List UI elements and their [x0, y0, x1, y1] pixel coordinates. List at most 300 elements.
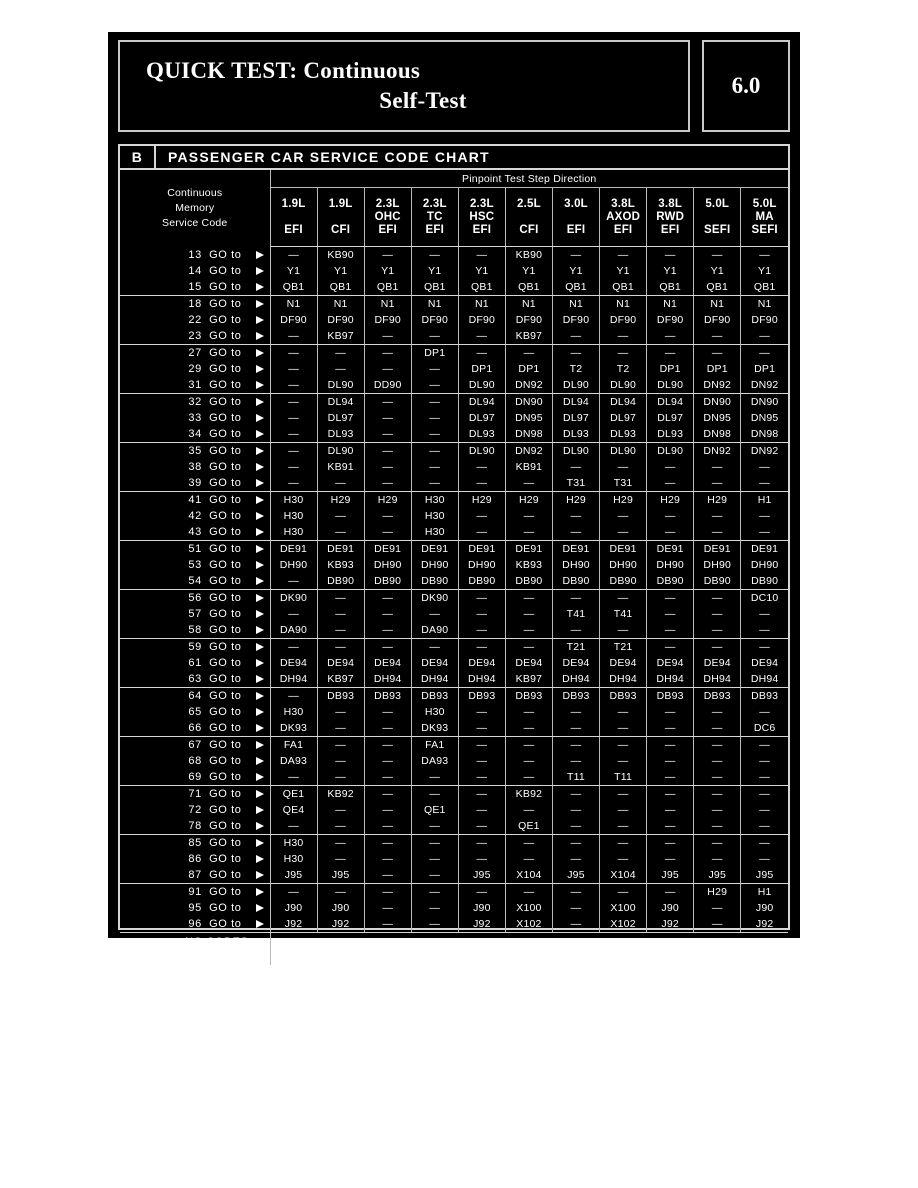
pinpoint-cell: QB1: [317, 279, 364, 296]
pinpoint-cell: —: [694, 704, 741, 720]
service-code-label-inner: [120, 426, 270, 442]
arrow-icon: [256, 561, 264, 569]
pinpoint-cell: DD90: [364, 377, 411, 394]
engine-variant: [553, 211, 599, 224]
table-row: [120, 263, 788, 279]
service-code-label: [120, 459, 270, 475]
engine-fuel-system: EFI: [660, 223, 680, 236]
pinpoint-cell: T21: [600, 639, 647, 656]
pinpoint-cell: —: [647, 475, 694, 492]
pinpoint-cell: J90: [317, 900, 364, 916]
pinpoint-cell: —: [600, 818, 647, 835]
pinpoint-cell: Y1: [270, 263, 317, 279]
pinpoint-cell: —: [317, 769, 364, 786]
banner-section-letter: B: [131, 149, 143, 165]
service-code-number: 95 GO to: [188, 902, 242, 914]
service-code-label: [120, 541, 270, 558]
pinpoint-cell: —: [317, 475, 364, 492]
table-body: [120, 247, 788, 933]
engine-variant: [506, 211, 552, 224]
pinpoint-cell: DB93: [694, 688, 741, 705]
pinpoint-cell: DN95: [750, 412, 779, 424]
engine-variant: RWD: [656, 210, 685, 223]
pinpoint-cell: DE94: [364, 655, 411, 671]
arrow-icon: [256, 920, 264, 928]
engine-column-header-5: [458, 188, 505, 247]
pinpoint-cell: T11: [552, 769, 599, 786]
service-code-number: 54 GO to: [188, 575, 242, 587]
pinpoint-cell: DH94: [741, 671, 788, 688]
pinpoint-cell: —: [458, 720, 505, 737]
pinpoint-cell: —: [364, 802, 411, 818]
pinpoint-cell: DN95: [505, 410, 552, 426]
service-code-label: [120, 622, 270, 639]
pinpoint-cell: —: [458, 247, 505, 264]
pinpoint-cell: DB93: [317, 688, 364, 705]
pinpoint-cell: —: [759, 739, 770, 751]
pinpoint-cell: Y1: [505, 263, 552, 279]
table-row: [120, 769, 788, 786]
service-code-number: 39 GO to: [188, 477, 242, 489]
table-row: [120, 557, 788, 573]
pinpoint-cell: —: [759, 510, 770, 522]
pinpoint-cell: —: [759, 461, 770, 473]
pinpoint-cell: KB92: [505, 786, 552, 803]
pinpoint-cell: DH94: [458, 671, 505, 688]
engine-variant: AXOD: [606, 210, 641, 223]
engine-variant: [271, 211, 317, 224]
arrow-icon: [257, 938, 265, 946]
pinpoint-cell: N1: [694, 296, 741, 313]
pinpoint-cell: DL94: [317, 394, 364, 411]
pinpoint-cell: —: [458, 818, 505, 835]
pinpoint-cell: DF90: [552, 312, 599, 328]
pinpoint-cell: QB1: [694, 279, 741, 296]
pinpoint-cell: DH90: [552, 557, 599, 573]
section-number-box: [702, 40, 790, 132]
arrow-icon: [256, 659, 264, 667]
pinpoint-cell: H30: [270, 524, 317, 541]
service-code-label-inner: [120, 492, 270, 508]
table-row: [120, 606, 788, 622]
pinpoint-cell: QE1: [411, 802, 458, 818]
pinpoint-cell: —: [694, 818, 741, 835]
pinpoint-cell: KB90: [505, 247, 552, 264]
pinpoint-cell: DF90: [411, 312, 458, 328]
pinpoint-cell: DL90: [458, 443, 505, 460]
pinpoint-cell: —: [364, 720, 411, 737]
pinpoint-cell: —: [552, 328, 599, 345]
pinpoint-cell: T2: [552, 361, 599, 377]
pinpoint-cell: DF90: [647, 312, 694, 328]
service-code-number: 58 GO to: [188, 624, 242, 636]
pinpoint-cell: —: [552, 786, 599, 803]
pinpoint-cell: —: [411, 769, 458, 786]
pinpoint-cell: T41: [600, 606, 647, 622]
pinpoint-cell: DE91: [505, 541, 552, 558]
pinpoint-cell: —: [505, 884, 552, 901]
pinpoint-cell: —: [458, 802, 505, 818]
pinpoint-cell: DE91: [411, 541, 458, 558]
pinpoint-cell: Y1: [552, 263, 599, 279]
pinpoint-cell: QB1: [552, 279, 599, 296]
service-code-label-inner: [120, 410, 270, 426]
pinpoint-cell: —: [694, 835, 741, 852]
service-code-number: 86 GO to: [188, 853, 242, 865]
engine-variant: MA: [755, 210, 774, 223]
pinpoint-cell: —: [270, 459, 317, 475]
table-row: [120, 590, 788, 607]
pinpoint-cell: —: [364, 622, 411, 639]
service-code-label-inner: [120, 851, 270, 867]
pinpoint-cell: H29: [458, 492, 505, 509]
service-code-label-inner: [120, 345, 270, 361]
pinpoint-cell: —: [647, 622, 694, 639]
arrow-icon: [256, 871, 264, 879]
pinpoint-cell: —: [647, 835, 694, 852]
service-code-number: 34 GO to: [188, 428, 242, 440]
pinpoint-cell: —: [505, 345, 552, 362]
pinpoint-cell: DE94: [270, 655, 317, 671]
pinpoint-cell: X100: [505, 900, 552, 916]
pinpoint-cell: H29: [600, 492, 647, 509]
service-code-number: 69 GO to: [188, 771, 242, 783]
pinpoint-cell: DB90: [411, 573, 458, 590]
service-code-number: 91 GO to: [188, 886, 242, 898]
service-code-label: [120, 737, 270, 754]
code-chart-frame: [118, 144, 790, 963]
service-code-number: 68 GO to: [188, 755, 242, 767]
pinpoint-cell: —: [270, 345, 317, 362]
pinpoint-cell: —: [458, 884, 505, 901]
pinpoint-cell: —: [411, 916, 458, 933]
pinpoint-cell: —: [505, 720, 552, 737]
pinpoint-cell: Y1: [364, 263, 411, 279]
pinpoint-cell: H29: [317, 492, 364, 509]
pinpoint-cell: —: [600, 704, 647, 720]
service-code-label: [120, 279, 270, 296]
pinpoint-cell: —: [364, 410, 411, 426]
pinpoint-cell: N1: [552, 296, 599, 313]
pinpoint-cell: —: [364, 328, 411, 345]
left-column-header: [120, 170, 270, 247]
table-row: [120, 345, 788, 362]
pinpoint-cell: —: [552, 818, 599, 835]
pinpoint-cell: —: [364, 443, 411, 460]
arrow-icon: [256, 757, 264, 765]
service-code-label-inner: [120, 247, 270, 263]
engine-displacement: 1.9L: [328, 197, 353, 210]
engine-displacement: 1.9L: [281, 197, 306, 210]
pinpoint-cell: DL90: [317, 443, 364, 460]
pinpoint-cell: DE94: [458, 655, 505, 671]
pinpoint-cell: N1: [647, 296, 694, 313]
pinpoint-cell: N1: [270, 296, 317, 313]
service-code-number: 43 GO to: [188, 526, 242, 538]
pinpoint-cell: X104: [505, 867, 552, 884]
service-code-label: [120, 688, 270, 705]
pinpoint-cell: —: [600, 720, 647, 737]
engine-displacement: 3.8L: [658, 197, 683, 210]
service-code-label-inner: [120, 475, 270, 491]
pinpoint-cell: DL94: [552, 394, 599, 411]
pinpoint-cell: DN92: [750, 445, 779, 457]
service-code-number: 64 GO to: [188, 690, 242, 702]
pinpoint-cell: —: [552, 900, 599, 916]
pinpoint-cell: DK93: [411, 720, 458, 737]
pinpoint-cell: J90: [458, 900, 505, 916]
service-code-number: 96 GO to: [188, 918, 242, 930]
pinpoint-cell: —: [458, 835, 505, 852]
pinpoint-cell: DB90: [741, 573, 788, 590]
pinpoint-cell: —: [270, 884, 317, 901]
service-code-label-inner: [120, 720, 270, 736]
pinpoint-cell: —: [694, 459, 741, 475]
pinpoint-cell: DF90: [751, 314, 778, 326]
pinpoint-cell: DL97: [552, 410, 599, 426]
pinpoint-cell: —: [552, 884, 599, 901]
pinpoint-cell: DL93: [647, 426, 694, 443]
pinpoint-cell: —: [411, 361, 458, 377]
pinpoint-cell: DE91: [600, 541, 647, 558]
pinpoint-cell: —: [317, 508, 364, 524]
pinpoint-cell: —: [552, 622, 599, 639]
pinpoint-cell: —: [694, 737, 741, 754]
arrow-icon: [256, 741, 264, 749]
pinpoint-cell: DH90: [694, 557, 741, 573]
pinpoint-cell: —: [759, 608, 770, 620]
pinpoint-cell: —: [458, 753, 505, 769]
pinpoint-cell: H1: [757, 494, 772, 506]
pinpoint-cell: —: [759, 755, 770, 767]
table-row: [120, 720, 788, 737]
pinpoint-cell: —: [411, 851, 458, 867]
service-code-label-inner: [120, 802, 270, 818]
table-foot: [120, 933, 788, 966]
pinpoint-cell: —: [505, 524, 552, 541]
service-code-label: [120, 492, 270, 509]
pinpoint-cell: —: [364, 867, 411, 884]
pinpoint-cell: J95: [552, 867, 599, 884]
service-code-number: 38 GO to: [188, 461, 242, 473]
service-code-label: [120, 312, 270, 328]
pinpoint-cell: —: [458, 459, 505, 475]
pinpoint-cell: —: [552, 704, 599, 720]
arrow-icon: [256, 643, 264, 651]
pinpoint-cell: KB91: [505, 459, 552, 475]
pinpoint-cell: —: [600, 459, 647, 475]
service-code-label: [120, 361, 270, 377]
pinpoint-cell: —: [364, 590, 411, 607]
pinpoint-cell: —: [411, 426, 458, 443]
service-code-label-inner: [120, 328, 270, 344]
pinpoint-cell: DB93: [505, 688, 552, 705]
pinpoint-cell: —: [647, 720, 694, 737]
pinpoint-cell: DH90: [750, 559, 779, 571]
pinpoint-cell: DF90: [364, 312, 411, 328]
table-row: [120, 573, 788, 590]
pinpoint-cell: DH90: [600, 557, 647, 573]
table-row: [120, 541, 788, 558]
pinpoint-cell: X102: [505, 916, 552, 933]
pinpoint-cell: —: [458, 851, 505, 867]
no-codes-label: [120, 933, 270, 966]
service-code-number: 23 GO to: [188, 330, 242, 342]
service-chart-plate: [108, 32, 800, 963]
pinpoint-cell: H30: [270, 851, 317, 867]
pinpoint-cell: —: [317, 851, 364, 867]
pinpoint-cell: KB92: [317, 786, 364, 803]
pinpoint-cell: J95: [647, 867, 694, 884]
pinpoint-cell: DE94: [600, 655, 647, 671]
service-code-label-inner: [120, 900, 270, 916]
service-code-label: [120, 573, 270, 590]
service-code-label-inner: [120, 655, 270, 671]
pinpoint-cell: —: [694, 916, 741, 933]
pinpoint-cell: —: [600, 590, 647, 607]
pinpoint-cell: —: [364, 394, 411, 411]
arrow-icon: [256, 904, 264, 912]
table-row: [120, 639, 788, 656]
service-code-label: [120, 247, 270, 264]
pinpoint-cell: DB93: [411, 688, 458, 705]
pinpoint-cell: —: [694, 786, 741, 803]
pinpoint-cell: —: [694, 590, 741, 607]
pinpoint-cell: —: [647, 802, 694, 818]
pinpoint-cell: QB1: [411, 279, 458, 296]
pinpoint-cell: T2: [600, 361, 647, 377]
pinpoint-cell: —: [741, 818, 788, 835]
pinpoint-cell: —: [647, 459, 694, 475]
engine-fuel-system: EFI: [378, 223, 397, 236]
pinpoint-cell: H30: [270, 492, 317, 509]
pinpoint-cell: —: [270, 377, 317, 394]
service-code-number: 32 GO to: [188, 396, 242, 408]
pinpoint-cell: DL94: [600, 394, 647, 411]
pinpoint-cell: DL93: [458, 426, 505, 443]
engine-column-header-11: [741, 188, 788, 247]
pinpoint-cell: DF90: [458, 312, 505, 328]
engine-displacement: 5.0L: [752, 197, 777, 210]
service-code-label-inner: [120, 590, 270, 606]
service-code-label-inner: [120, 279, 270, 295]
service-code-label: [120, 786, 270, 803]
table-row: [120, 802, 788, 818]
pinpoint-cell: X100: [600, 900, 647, 916]
pinpoint-cell: N1: [411, 296, 458, 313]
engine-displacement: 2.3L: [422, 197, 447, 210]
service-code-number: 63 GO to: [188, 673, 242, 685]
pinpoint-cell: —: [317, 361, 364, 377]
engine-column-header-8: [600, 188, 647, 247]
engine-displacement: 2.3L: [469, 197, 494, 210]
pinpoint-cell: —: [317, 639, 364, 656]
service-code-label-inner: [120, 916, 270, 932]
pinpoint-cell: —: [270, 443, 317, 460]
pinpoint-cell: —: [270, 426, 317, 443]
service-code-number: 66 GO to: [188, 722, 242, 734]
pinpoint-cell: DK90: [270, 590, 317, 607]
pinpoint-cell: H29: [364, 492, 411, 509]
pinpoint-cell: —: [694, 524, 741, 541]
engine-column-header-4: [411, 188, 458, 247]
pinpoint-cell: DE94: [317, 655, 364, 671]
table-row: [120, 492, 788, 509]
pinpoint-cell: —: [647, 247, 694, 264]
pinpoint-cell: QB1: [741, 279, 788, 296]
no-codes-line2: [120, 949, 270, 964]
engine-column-header-2: [317, 188, 364, 247]
pinpoint-cell: —: [505, 622, 552, 639]
pinpoint-cell: DL93: [317, 426, 364, 443]
service-code-label-inner: [120, 377, 270, 393]
service-code-number: 22 GO to: [188, 314, 242, 326]
arrow-icon: [256, 675, 264, 683]
pinpoint-cell: DE94: [505, 655, 552, 671]
pinpoint-cell: —: [458, 345, 505, 362]
arrow-icon: [256, 365, 264, 373]
pinpoint-cell: —: [600, 247, 647, 264]
service-code-label: [120, 345, 270, 362]
table-row: [120, 916, 788, 933]
pinpoint-cell: DL94: [647, 394, 694, 411]
engine-fuel-system: EFI: [566, 223, 586, 236]
service-code-label: [120, 655, 270, 671]
table-row: [120, 688, 788, 705]
pinpoint-cell: —: [741, 475, 788, 492]
pinpoint-cell: DB93: [647, 688, 694, 705]
pinpoint-cell: DB90: [552, 573, 599, 590]
engine-fuel-system: EFI: [613, 223, 633, 236]
service-code-table: [120, 170, 788, 965]
arrow-icon: [256, 855, 264, 863]
service-code-label: [120, 769, 270, 786]
service-code-label: [120, 884, 270, 901]
pinpoint-cell: T11: [600, 769, 647, 786]
service-code-label: [120, 835, 270, 852]
pinpoint-cell: —: [411, 247, 458, 264]
pinpoint-cell: —: [552, 459, 599, 475]
pinpoint-cell: —: [270, 328, 317, 345]
pinpoint-cell: —: [505, 769, 552, 786]
arrow-icon: [256, 512, 264, 520]
pinpoint-cell: —: [364, 916, 411, 933]
pinpoint-cell: DE91: [270, 541, 317, 558]
pinpoint-cell: Y1: [411, 263, 458, 279]
table-row: [120, 426, 788, 443]
pinpoint-cell: —: [505, 475, 552, 492]
pinpoint-cell: —: [411, 377, 458, 394]
table-row: [120, 279, 788, 296]
pinpoint-cell: —: [364, 737, 411, 754]
pinpoint-cell: —: [270, 818, 317, 835]
service-code-label: [120, 851, 270, 867]
pinpoint-cell: —: [411, 867, 458, 884]
pinpoint-cell: H29: [694, 492, 741, 509]
pinpoint-cell: —: [411, 459, 458, 475]
pinpoint-cell: —: [600, 802, 647, 818]
pinpoint-cell: DH94: [411, 671, 458, 688]
service-code-number: 61 GO to: [188, 657, 242, 669]
pinpoint-cell: DE94: [411, 655, 458, 671]
pinpoint-cell: T41: [552, 606, 599, 622]
pinpoint-cell: —: [647, 753, 694, 769]
pinpoint-cell: —: [694, 328, 741, 345]
arrow-icon: [256, 610, 264, 618]
pinpoint-cell: DH94: [647, 671, 694, 688]
pinpoint-cell: DL90: [600, 377, 647, 394]
arrow-icon: [256, 332, 264, 340]
